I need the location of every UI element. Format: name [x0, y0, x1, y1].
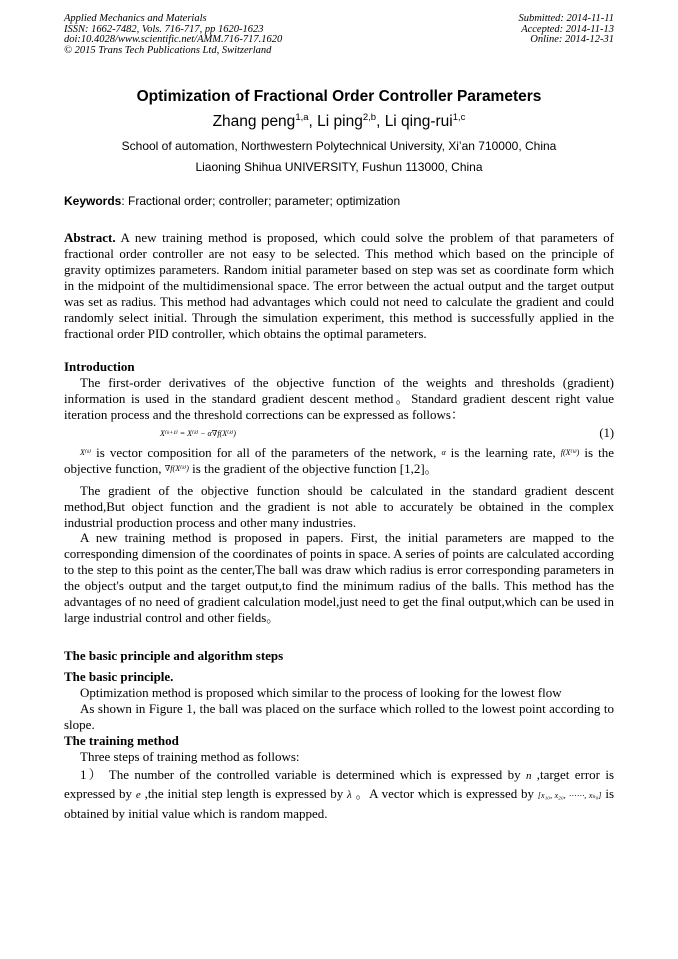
equation-row — [64, 426, 614, 443]
keywords-label: Keywords — [64, 194, 122, 208]
author-affil-mark: 1,a — [295, 111, 309, 123]
keywords-text: : Fractional order; controller; parameter; optimization — [121, 194, 401, 208]
author-list — [0, 113, 678, 131]
section-heading: The basic principle and algorithm steps — [64, 648, 284, 663]
math-symbol: [x₁₀, x₂₀, ⋯⋯, xₙ₀] — [537, 791, 602, 800]
journal-copyright: © 2015 Trans Tech Publications Ltd, Switzerland — [64, 44, 272, 56]
paper-title: Optimization of Fractional Order Controller Parameters — [136, 88, 542, 105]
math-symbol: f(X⁽ᵏ⁾) — [560, 448, 580, 457]
subsection-heading: The training method — [64, 733, 179, 748]
list-item: 1） The number of the controlled variable is determined which is expressed by n ,target error is expressed by e ,the initial step length is expressed by λ 。A vector which is expressed by [x₁₀, x₂₀, ⋯⋯, xₙ₀] is obtained by initial value which is random mapped. — [64, 767, 615, 821]
author-separator: , — [376, 113, 385, 130]
paragraph: Three steps of training method as follows: — [80, 749, 300, 764]
online-date: Online: 2014-12-31 — [530, 34, 614, 46]
equation: X⁽ᵏ⁺¹⁾ = X⁽ᵏ⁾ − α∇f(X⁽ᵏ⁾) — [160, 429, 236, 438]
paragraph: Optimization method is proposed which similar to the process of looking for the lowest flow — [80, 685, 562, 700]
author-affil-mark: 2,b — [362, 111, 377, 123]
submission-dates — [518, 14, 614, 46]
journal-issn: ISSN: 1662-7482, Vols. 716-717, pp 1620-1623 — [64, 23, 264, 35]
author-separator: , — [308, 113, 318, 130]
section-heading: Introduction — [64, 359, 135, 374]
math-symbol: X⁽ᵏ⁾ — [80, 448, 92, 457]
affiliation: School of automation, Northwestern Polytechnical University, Xi’an 710000, China — [121, 139, 557, 153]
math-symbol: α — [441, 448, 446, 457]
paragraph: $^{X^(ᵏ^)}$ is vector composition for all of the parameters of the network, $^\alpha$ is the learning rate, $^{f(X^(ᵏ^))}$ is the objective function, $^{\nabla f(X^(ᵏ^))}$ is the gradient of the objective function [1,2]。 — [64, 445, 614, 476]
math-symbol: n — [525, 770, 532, 782]
submitted-date: Submitted: 2014-11-11 — [518, 13, 614, 24]
author-name: Zhang peng — [212, 113, 296, 130]
abstract-label: Abstract. — [64, 230, 116, 245]
author-name: Li qing-rui — [384, 113, 453, 130]
journal-doi: doi:10.4028/www.scientific.net/AMM.716-717.1620 — [64, 34, 283, 46]
abstract — [64, 230, 614, 342]
accepted-date: Accepted: 2014-11-13 — [521, 23, 614, 35]
math-symbol: λ — [347, 789, 352, 801]
keywords — [64, 194, 614, 208]
journal-name: Applied Mechanics and Materials — [64, 13, 207, 24]
author-affil-mark: 1,c — [452, 111, 466, 123]
math-symbol: ∇f(X⁽ᵏ⁾) — [164, 464, 189, 473]
journal-info — [64, 14, 282, 56]
math-symbol: e — [135, 789, 141, 801]
paragraph: The gradient of the objective function should be calculated in the standard gradient descent method,But object function and the gradient is not able to accurately be obtained in the complex industrial production process and other many industries. — [64, 483, 614, 530]
author-name: Li ping — [317, 113, 363, 130]
equation-number: (1) — [599, 426, 614, 440]
affiliation: Liaoning Shihua UNIVERSITY, Fushun 113000, China — [195, 160, 483, 174]
paragraph: As shown in Figure 1, the ball was placed on the surface which rolled to the lowest point according to slope. — [64, 701, 614, 732]
paragraph: The first-order derivatives of the objective function of the weights and thresholds (gradient) information is used in the standard gradient descent method。Standard gradient descent right value iteration process and the threshold corrections can be expressed as follows： — [64, 375, 614, 422]
subsection-heading: The basic principle. — [64, 669, 174, 684]
paragraph: A new training method is proposed in papers. First, the initial parameters are mapped to the corresponding dimension of the coordinates of points in space. A series of points are calculated according to the step to this point as the center,The ball was draw which radius is error corresponding parameters in the object's output and the target output,to find the minimum radius of the balls. This method has the advantages of no need of gradient calculation model,just need to get the final output,which can be used in large industrial control and other fields。 — [64, 530, 614, 625]
abstract-text: A new training method is proposed, which could solve the problem of that parameters of fractional order controller are not easy to be selected. This method which based on the principle of gravity optimizes parameters. Random initial parameter based on step was set as coordinate form which in the midpoint of the multidimensional space. The error between the actual output and the target output was set as radius. This method had advantages which could not need to calculate the gradient and could randomly select initial. Through the simulation experiment, this method is successfully applied in the fractional order PID controller, which obtains the optimal parameters. — [64, 230, 614, 341]
